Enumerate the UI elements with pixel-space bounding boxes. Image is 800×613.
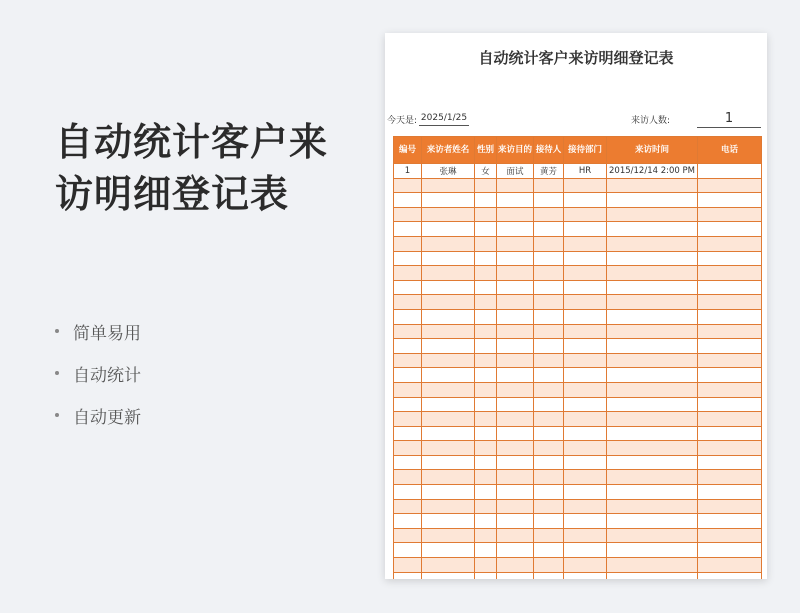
cell-purpose[interactable] [497,412,534,427]
cell-visitor-name[interactable] [422,499,475,514]
cell-host[interactable] [534,251,564,266]
spreadsheet-preview [385,33,767,579]
cell-purpose[interactable] [497,236,534,251]
cell-visit-time[interactable] [607,426,698,441]
cell-phone[interactable] [698,455,762,470]
cell-department[interactable] [564,251,607,266]
cell-host[interactable] [534,280,564,295]
cell-host[interactable] [534,558,564,573]
cell-id[interactable] [394,309,422,324]
cell-visit-time[interactable] [607,324,698,339]
table-row [394,164,762,179]
cell-phone[interactable] [698,295,762,310]
table-row [394,441,762,456]
table-row [394,309,762,324]
cell-department[interactable] [564,207,607,222]
cell-id[interactable] [394,207,422,222]
cell-id[interactable] [394,499,422,514]
cell-phone[interactable] [698,251,762,266]
table-row [394,236,762,251]
cell-purpose[interactable] [497,528,534,543]
cell-id[interactable] [394,485,422,500]
cell-phone[interactable] [698,543,762,558]
cell-purpose[interactable] [497,339,534,354]
cell-host[interactable] [534,572,564,579]
table-row [394,470,762,485]
cell-gender[interactable] [475,543,497,558]
cell-visit-time[interactable] [607,266,698,281]
cell-host[interactable] [534,514,564,529]
cell-phone[interactable] [698,528,762,543]
cell-phone[interactable] [698,339,762,354]
cell-purpose[interactable] [497,280,534,295]
cell-purpose[interactable] [497,499,534,514]
cell-purpose[interactable] [497,470,534,485]
cell-id[interactable] [394,382,422,397]
cell-phone[interactable] [698,178,762,193]
cell-id[interactable] [394,426,422,441]
cell-visit-time[interactable] [607,295,698,310]
column-header: 来访时间 [607,137,698,164]
table-row [394,397,762,412]
column-header: 性别 [475,137,497,164]
cell-phone[interactable] [698,572,762,579]
cell-host[interactable] [534,426,564,441]
cell-gender[interactable]: 女 [475,164,497,179]
column-header: 来访目的 [497,137,534,164]
cell-phone[interactable] [698,193,762,208]
cell-purpose[interactable] [497,251,534,266]
table-row [394,412,762,427]
table-row [394,558,762,573]
cell-id[interactable] [394,324,422,339]
cell-phone[interactable] [698,485,762,500]
cell-visitor-name[interactable] [422,178,475,193]
column-header: 电话 [698,137,762,164]
table-row [394,207,762,222]
cell-host[interactable] [534,339,564,354]
cell-department[interactable] [564,514,607,529]
feature-list [55,310,141,436]
cell-phone[interactable] [698,280,762,295]
promo-title-line-1: 自动统计客户来 [55,120,329,164]
cell-id[interactable] [394,558,422,573]
cell-department[interactable] [564,499,607,514]
cell-host[interactable] [534,470,564,485]
cell-host[interactable] [534,368,564,383]
cell-purpose[interactable] [497,485,534,500]
cell-gender[interactable] [475,441,497,456]
cell-department[interactable] [564,353,607,368]
bullet-icon [55,371,59,375]
cell-department[interactable] [564,178,607,193]
cell-purpose[interactable] [497,324,534,339]
cell-department[interactable] [564,572,607,579]
cell-visitor-name[interactable] [422,368,475,383]
promo-title [55,116,328,220]
cell-id[interactable] [394,455,422,470]
cell-visitor-name[interactable] [422,382,475,397]
cell-visitor-name[interactable] [422,280,475,295]
cell-visit-time[interactable] [607,222,698,237]
cell-purpose[interactable] [497,353,534,368]
cell-phone[interactable] [698,470,762,485]
cell-gender[interactable] [475,280,497,295]
column-header: 接待部门 [564,137,607,164]
cell-purpose[interactable] [497,295,534,310]
cell-visit-time[interactable] [607,441,698,456]
feature-label: 简单易用 [73,323,141,344]
cell-purpose[interactable] [497,543,534,558]
cell-visitor-name[interactable] [422,514,475,529]
table-row [394,455,762,470]
cell-visit-time[interactable] [607,309,698,324]
table-header-row [394,137,762,164]
cell-gender[interactable] [475,339,497,354]
bullet-icon [55,329,59,333]
cell-host[interactable]: 黄芳 [534,164,564,179]
table-row [394,543,762,558]
cell-purpose[interactable] [497,266,534,281]
cell-visit-time[interactable]: 2015/12/14 2:00 PM [607,164,698,179]
cell-host[interactable] [534,397,564,412]
cell-gender[interactable] [475,295,497,310]
cell-gender[interactable] [475,412,497,427]
cell-id[interactable] [394,572,422,579]
cell-department[interactable] [564,280,607,295]
cell-gender[interactable] [475,455,497,470]
cell-gender[interactable] [475,222,497,237]
table-row [394,178,762,193]
cell-phone[interactable] [698,382,762,397]
cell-purpose[interactable]: 面试 [497,164,534,179]
cell-id[interactable] [394,178,422,193]
cell-phone[interactable] [698,499,762,514]
cell-visit-time[interactable] [607,397,698,412]
cell-visitor-name[interactable] [422,339,475,354]
table-row [394,572,762,579]
cell-host[interactable] [534,236,564,251]
cell-department[interactable] [564,455,607,470]
cell-gender[interactable] [475,528,497,543]
table-row [394,485,762,500]
cell-department[interactable] [564,397,607,412]
cell-phone[interactable] [698,309,762,324]
cell-gender[interactable] [475,572,497,579]
cell-id[interactable] [394,397,422,412]
cell-visit-time[interactable] [607,528,698,543]
cell-phone[interactable] [698,266,762,281]
cell-phone[interactable] [698,426,762,441]
bullet-icon [55,413,59,417]
cell-department[interactable] [564,485,607,500]
cell-gender[interactable] [475,558,497,573]
column-header: 来访者姓名 [422,137,475,164]
cell-gender[interactable] [475,353,497,368]
visitor-count-label: 来访人数: [631,116,671,126]
cell-host[interactable] [534,485,564,500]
cell-host[interactable] [534,382,564,397]
cell-purpose[interactable] [497,309,534,324]
cell-visit-time[interactable] [607,193,698,208]
cell-visit-time[interactable] [607,470,698,485]
table-row [394,251,762,266]
sheet-title: 自动统计客户来访明细登记表 [478,49,674,67]
cell-phone[interactable] [698,236,762,251]
cell-host[interactable] [534,178,564,193]
cell-department[interactable] [564,382,607,397]
cell-visit-time[interactable] [607,499,698,514]
cell-gender[interactable] [475,499,497,514]
cell-host[interactable] [534,353,564,368]
column-header: 接待人 [534,137,564,164]
cell-id[interactable] [394,368,422,383]
cell-purpose[interactable] [497,178,534,193]
cell-gender[interactable] [475,236,497,251]
feature-item [55,352,141,394]
table-row [394,280,762,295]
cell-gender[interactable] [475,266,497,281]
feature-item [55,310,141,352]
cell-purpose[interactable] [497,441,534,456]
cell-visit-time[interactable] [607,178,698,193]
cell-visitor-name[interactable] [422,397,475,412]
cell-visitor-name[interactable] [422,309,475,324]
cell-visitor-name[interactable] [422,441,475,456]
table-row [394,295,762,310]
cell-purpose[interactable] [497,193,534,208]
cell-host[interactable] [534,543,564,558]
cell-visit-time[interactable] [607,251,698,266]
cell-id[interactable] [394,528,422,543]
feature-item [55,394,141,436]
cell-host[interactable] [534,193,564,208]
cell-purpose[interactable] [497,207,534,222]
cell-id[interactable] [394,543,422,558]
cell-phone[interactable] [698,222,762,237]
today-label: 今天是: [387,116,418,126]
cell-visitor-name[interactable] [422,266,475,281]
cell-gender[interactable] [475,193,497,208]
cell-phone[interactable] [698,164,762,179]
cell-gender[interactable] [475,397,497,412]
cell-department[interactable]: HR [564,164,607,179]
cell-visitor-name[interactable] [422,251,475,266]
cell-department[interactable] [564,236,607,251]
cell-gender[interactable] [475,514,497,529]
cell-id[interactable] [394,295,422,310]
table-row [394,222,762,237]
table-row [394,368,762,383]
table-row [394,339,762,354]
cell-id[interactable] [394,339,422,354]
cell-visitor-name[interactable] [422,528,475,543]
cell-id[interactable] [394,222,422,237]
feature-label: 自动更新 [73,407,141,428]
cell-visit-time[interactable] [607,455,698,470]
cell-department[interactable] [564,193,607,208]
cell-gender[interactable] [475,178,497,193]
table-row [394,193,762,208]
cell-visit-time[interactable] [607,485,698,500]
visitor-table [393,136,762,579]
cell-visitor-name[interactable]: 张琳 [422,164,475,179]
cell-visit-time[interactable] [607,353,698,368]
cell-visit-time[interactable] [607,368,698,383]
cell-department[interactable] [564,266,607,281]
cell-id[interactable] [394,353,422,368]
cell-visit-time[interactable] [607,572,698,579]
cell-visitor-name[interactable] [422,543,475,558]
cell-department[interactable] [564,295,607,310]
cell-gender[interactable] [475,324,497,339]
cell-department[interactable] [564,543,607,558]
cell-phone[interactable] [698,353,762,368]
cell-visitor-name[interactable] [422,426,475,441]
cell-visitor-name[interactable] [422,207,475,222]
cell-id[interactable] [394,470,422,485]
cell-id[interactable] [394,412,422,427]
cell-id[interactable] [394,266,422,281]
table-row [394,382,762,397]
cell-department[interactable] [564,324,607,339]
cell-department[interactable] [564,558,607,573]
cell-id[interactable]: 1 [394,164,422,179]
cell-department[interactable] [564,470,607,485]
cell-id[interactable] [394,514,422,529]
cell-visitor-name[interactable] [422,222,475,237]
cell-purpose[interactable] [497,222,534,237]
cell-purpose[interactable] [497,397,534,412]
cell-phone[interactable] [698,514,762,529]
cell-visit-time[interactable] [607,236,698,251]
cell-visitor-name[interactable] [422,193,475,208]
cell-gender[interactable] [475,309,497,324]
table-row [394,426,762,441]
cell-host[interactable] [534,207,564,222]
cell-gender[interactable] [475,368,497,383]
table-row [394,353,762,368]
cell-department[interactable] [564,426,607,441]
cell-id[interactable] [394,236,422,251]
cell-host[interactable] [534,295,564,310]
cell-visitor-name[interactable] [422,485,475,500]
column-header: 编号 [394,137,422,164]
cell-phone[interactable] [698,412,762,427]
cell-visitor-name[interactable] [422,470,475,485]
cell-visitor-name[interactable] [422,455,475,470]
cell-phone[interactable] [698,368,762,383]
cell-visitor-name[interactable] [422,353,475,368]
cell-gender[interactable] [475,207,497,222]
cell-visitor-name[interactable] [422,558,475,573]
cell-gender[interactable] [475,470,497,485]
cell-visit-time[interactable] [607,558,698,573]
cell-purpose[interactable] [497,558,534,573]
cell-department[interactable] [564,412,607,427]
cell-visitor-name[interactable] [422,236,475,251]
table-row [394,266,762,281]
cell-host[interactable] [534,528,564,543]
cell-visit-time[interactable] [607,382,698,397]
cell-purpose[interactable] [497,455,534,470]
cell-host[interactable] [534,222,564,237]
table-row [394,499,762,514]
today-value: 2025/1/25 [419,113,469,126]
cell-host[interactable] [534,309,564,324]
table-row [394,528,762,543]
cell-purpose[interactable] [497,426,534,441]
cell-id[interactable] [394,280,422,295]
cell-host[interactable] [534,499,564,514]
cell-purpose[interactable] [497,572,534,579]
cell-gender[interactable] [475,251,497,266]
cell-visit-time[interactable] [607,280,698,295]
cell-department[interactable] [564,339,607,354]
cell-visit-time[interactable] [607,514,698,529]
cell-host[interactable] [534,441,564,456]
cell-id[interactable] [394,193,422,208]
cell-department[interactable] [564,309,607,324]
cell-purpose[interactable] [497,382,534,397]
cell-department[interactable] [564,528,607,543]
cell-id[interactable] [394,251,422,266]
feature-label: 自动统计 [73,365,141,386]
cell-phone[interactable] [698,324,762,339]
cell-gender[interactable] [475,382,497,397]
cell-department[interactable] [564,368,607,383]
cell-phone[interactable] [698,397,762,412]
cell-visitor-name[interactable] [422,572,475,579]
cell-id[interactable] [394,441,422,456]
cell-purpose[interactable] [497,368,534,383]
cell-purpose[interactable] [497,514,534,529]
promo-title-line-2: 访明细登记表 [55,172,290,216]
cell-visit-time[interactable] [607,543,698,558]
cell-visit-time[interactable] [607,207,698,222]
cell-gender[interactable] [475,426,497,441]
cell-host[interactable] [534,266,564,281]
cell-visit-time[interactable] [607,339,698,354]
cell-phone[interactable] [698,207,762,222]
cell-visitor-name[interactable] [422,412,475,427]
cell-host[interactable] [534,324,564,339]
visitor-count-value: 1 [697,111,761,128]
cell-phone[interactable] [698,441,762,456]
cell-gender[interactable] [475,485,497,500]
cell-department[interactable] [564,222,607,237]
cell-phone[interactable] [698,558,762,573]
cell-host[interactable] [534,412,564,427]
cell-visitor-name[interactable] [422,324,475,339]
table-row [394,324,762,339]
cell-visitor-name[interactable] [422,295,475,310]
cell-host[interactable] [534,455,564,470]
cell-department[interactable] [564,441,607,456]
table-row [394,514,762,529]
cell-visit-time[interactable] [607,412,698,427]
